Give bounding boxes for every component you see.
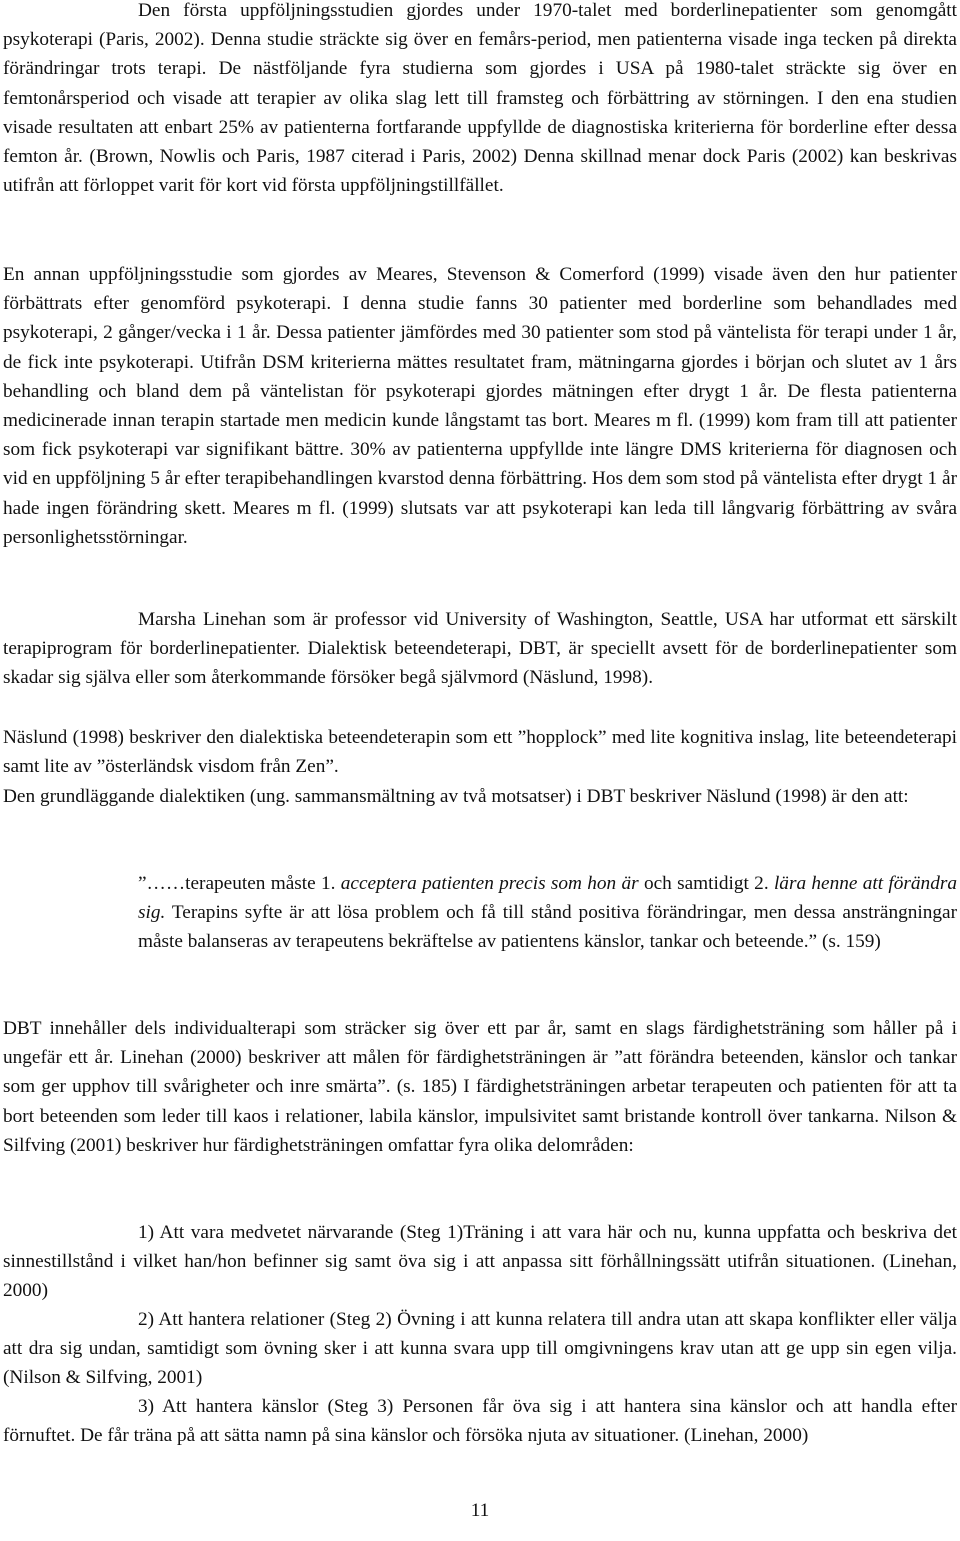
block-quote [138,869,957,957]
list-item-skill-3: 3) Att hantera känslor (Steg 3) Personen får öva sig i att hantera sina känslor och att handla efter förnuftet. De får träna på att sätta namn på sina känslor och försöka njuta av situationer. (Linehan, 2000) [3,1396,957,1447]
page-number: 11 [470,1500,490,1521]
paragraph-followup-studies: Den första uppföljningsstudien gjordes under 1970-talet med borderlinepatienter som genomgått psykoterapi (Paris, 2002). Denna studie sträckte sig över en femårs-period, men patienterna visade inga tecken på direkta förändringar trots terapi. De nästföljande fyra studierna som gjordes i USA på 1980-talet sträckte sig över en femtonårsperiod och visade att terapier av olika slag lett till framsteg och förbättring av störningen. I den ena studien visade resultaten att enbart 25% av patienterna fortfarande uppfyllde de diagnostiska kriterierna för borderline efter dessa femton år. (Brown, Nowlis och Paris, 1987 citerad i Paris, 2002) Denna skillnad menar dock Paris (2002) kan beskrivas utifrån att förloppet varit för kort vid första uppföljningstillfället. [3,0,957,197]
paragraph-dialectic-basis: Den grundläggande dialektiken (ung. sammansmältning av två motsatser) i DBT beskriver Näslund (1998) är den att: [3,786,909,807]
paragraph-linehan-dbt: Marsha Linehan som är professor vid University of Washington, Seattle, USA har utformat ett särskilt terapiprogram för borderlinepatienter. Dialektisk beteendeterapi, DBT, är speciellt avsett för de borderlinepatienter som skadar sig själva eller som återkommande försöker begå självmord (Näslund, 1998). [3,609,957,689]
list-item-skill-2: 2) Att hantera relationer (Steg 2) Övning i att kunna relatera till andra utan att skapa konflikter eller välja att dra sig undan, samtidigt som övning sker i att kunna svara upp till omgivningens krav utan att ge upp sin egen vilja. (Nilson & Silfving, 2001) [3,1309,957,1389]
quote-text-2: och samtidigt 2. [638,873,774,894]
paragraph-meares-study: En annan uppföljningsstudie som gjordes av Meares, Stevenson & Comerford (1999) visade även den hur patienter förbättrats efter genomförd psykoterapi. I denna studie fanns 30 patienter med borderline som behandlades med psykoterapi, 2 gånger/vecka i 1 år. Dessa patienter jämfördes med 30 patienter som stod på väntelista för terapi under 1 år, de fick inte psykoterapi. Utifrån DSM kriterierna mättes resultatet fram, mätningarna gjordes i början och slutet av 1 års behandling och bland dem på väntelistan för psykoterapi gjordes mätningen efter drygt 1 år. De flesta patienterna medicinerade innan terapin startade men medicin kunde långstamt tas bort. Meares m fl. (1999) kom fram till att patienter som fick psykoterapi var signifikant bättre. 30% av patienterna uppfyllde inte längre DMS kriterierna för diagnosen och vid en uppföljning 5 år efter terapibehandlingen kvarstod denna förbättring. Hos dem som stod på väntelista efter drygt 1 år hade ingen förändring skett. Meares m fl. (1999) slutsats var att psykoterapi kan leda till långvarig förbättring av svåra personlighetsstörningar. [3,264,957,548]
quote-text-3: Terapins syfte är att lösa problem och få till stånd positiva förändringar, men dessa ansträngningar måste balanseras av terapeutens bekräftelse av patientens känslor, tankar och beteende.” (s. 159) [138,902,957,953]
list-item-skill-1: 1) Att vara medvetet närvarande (Steg 1)Träning i att vara här och nu, kunna uppfatta och beskriva det sinnestillstånd i vilket han/hon befinner sig samt öva sig i att anpassa sitt förhållningssätt utifrån situationen. (Linehan, 2000) [3,1222,957,1302]
quote-italic-accept: acceptera patienten precis som hon är [340,873,639,894]
paragraph-naslund-hopplock: Näslund (1998) beskriver den dialektiska beteendeterapin som ett ”hopplock” med lite kognitiva inslag, lite beteendeterapi samt lite av ”österländsk visdom från Zen”. [3,727,957,778]
paragraph-dbt-contents: DBT innehåller dels individualterapi som sträcker sig över ett par år, samt en slags färdighetsträning som håller på i ungefär ett år. Linehan (2000) beskriver att målen för färdighetsträningen är ”att förändra beteenden, känslor och tankar som ger upphov till svårigheter och inre smärta”. (s. 185) I färdighetsträningen arbetar terapeuten och patienten för att ta bort beteenden som leder till kaos i relationer, labila känslor, impulsivitet samt bristande kontroll över tankarna. Nilson & Silfving (2001) beskriver hur färdighetsträningen omfattar fyra olika delområden: [3,1018,957,1156]
quote-italic-change: lära henne att förändra sig. [138,873,957,924]
quote-text-1: ”……terapeuten måste 1. [138,873,341,894]
